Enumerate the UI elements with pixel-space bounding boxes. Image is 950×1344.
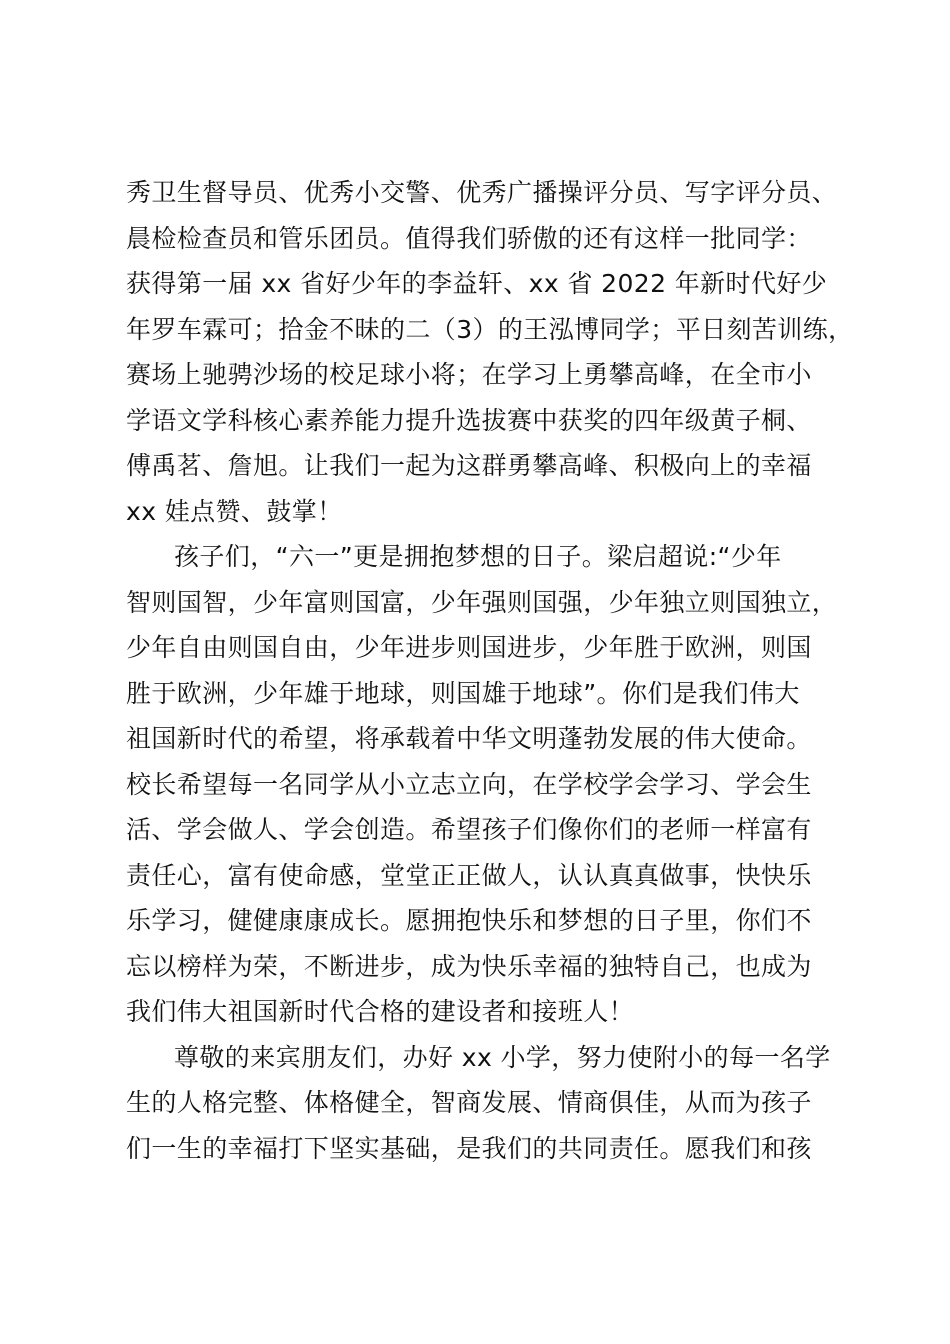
paragraph-guests (126, 1035, 856, 1172)
text-line: 校长希望每一名同学从小立志立向，在学校学会学习、学会生 (126, 769, 812, 799)
text-line: 乐学习，健健康康成长。愿拥抱快乐和梦想的日子里，你们不 (126, 906, 812, 935)
text-line: 祖国新时代的希望，将承载着中华文明蓬勃发展的伟大使命。 (126, 724, 812, 753)
text-line-indented: 尊敬的来宾朋友们，办好 xx 小学，努力使附小的每一名学 (174, 1042, 831, 1072)
text-line: 们一生的幸福打下坚实基础，是我们的共同责任。愿我们和孩 (126, 1133, 812, 1163)
text-line: 活、学会做人、学会创造。希望孩子们像你们的老师一样富有 (126, 815, 812, 844)
document-body (126, 170, 856, 1171)
text-line: 学语文学科核心素养能力提升选拔赛中获奖的四年级黄子桐、 (126, 405, 812, 435)
text-line: 获得第一届 xx 省好少年的李益轩、xx 省 2022 年新时代好少 (126, 269, 828, 298)
text-line-indented: 孩子们，“六一”更是拥抱梦想的日子。梁启超说:“少年 (174, 542, 782, 571)
text-line: 责任心，富有使命感，堂堂正正做人，认认真真做事，快快乐 (126, 860, 812, 890)
text-line: 傅禹茗、詹旭。让我们一起为这群勇攀高峰、积极向上的幸福 (126, 451, 812, 480)
text-line: 生的人格完整、体格健全，智商发展、情商俱佳，从而为孩子 (126, 1088, 812, 1117)
text-line: 少年自由则国自由，少年进步则国进步，少年胜于欧洲，则国 (126, 633, 812, 662)
text-line: xx 娃点赞、鼓掌！ (126, 496, 343, 526)
paragraph-dreams (126, 534, 856, 1035)
text-line: 秀卫生督导员、优秀小交警、优秀广播操评分员、写字评分员、 (126, 178, 838, 207)
paragraph-honors (126, 170, 856, 534)
text-line: 晨检检查员和管乐团员。值得我们骄傲的还有这样一批同学： (126, 223, 812, 253)
text-line: 胜于欧洲，少年雄于地球，则国雄于地球”。你们是我们伟大 (126, 678, 800, 708)
text-line: 赛场上驰骋沙场的校足球小将；在学习上勇攀高峰，在全市小 (126, 360, 812, 389)
text-line: 智则国智，少年富则国富，少年强则国强，少年独立则国独立， (126, 587, 838, 617)
text-line: 忘以榜样为荣，不断进步，成为快乐幸福的独特自己，也成为 (126, 951, 812, 981)
text-line: 年罗车霖可；拾金不昧的二（3）的王泓博同学；平日刻苦训练， (126, 314, 854, 344)
text-line: 我们伟大祖国新时代合格的建设者和接班人！ (126, 997, 635, 1026)
